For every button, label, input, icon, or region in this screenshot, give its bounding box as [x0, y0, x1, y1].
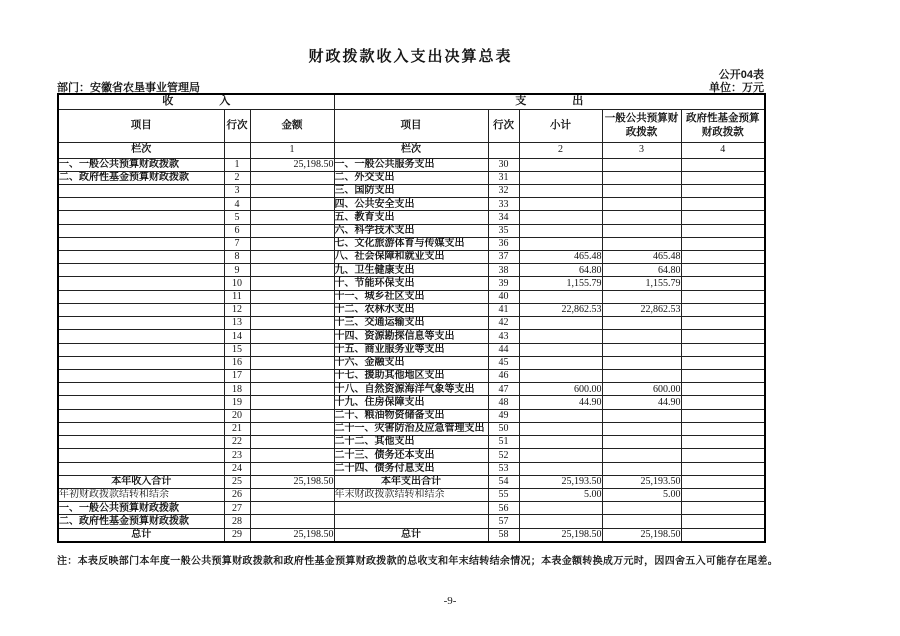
- income-item-cell: [58, 317, 224, 330]
- income-amount-cell: [250, 462, 334, 475]
- income-item-cell: [58, 224, 224, 237]
- expense-general-budget-cell: [602, 370, 681, 383]
- expense-subtotal-cell: [519, 515, 602, 528]
- expense-general-budget-cell: 25,193.50: [602, 475, 681, 488]
- expense-subtotal-cell: 22,862.53: [519, 303, 602, 316]
- expense-general-budget-cell: [602, 317, 681, 330]
- income-item-header: 项目: [58, 109, 224, 142]
- income-line-cell: 3: [224, 184, 250, 197]
- expense-item-cell: 三、国防支出: [334, 184, 488, 197]
- income-amount-cell: [250, 449, 334, 462]
- expense-govt-fund-header: 政府性基金预算财政拨款: [681, 109, 765, 142]
- expense-subtotal-cell: [519, 237, 602, 250]
- income-line-cell: 20: [224, 409, 250, 422]
- table-row: [58, 277, 765, 290]
- expense-govt-fund-cell: [681, 198, 765, 211]
- table-row: [58, 290, 765, 303]
- expense-line-cell: 30: [488, 158, 519, 171]
- expense-subtotal-cell: [519, 462, 602, 475]
- expense-item-cell: 九、卫生健康支出: [334, 264, 488, 277]
- expense-general-budget-cell: 1,155.79: [602, 277, 681, 290]
- income-amount-cell: [250, 290, 334, 303]
- expense-subtotal-cell: [519, 502, 602, 515]
- expense-subtotal-cell: [519, 370, 602, 383]
- income-line-cell: 22: [224, 436, 250, 449]
- expense-fund-index-cell: 4: [681, 142, 765, 158]
- expense-govt-fund-cell: [681, 449, 765, 462]
- table-row: [58, 409, 765, 422]
- income-amount-cell: [250, 330, 334, 343]
- income-amount-cell: [250, 171, 334, 184]
- expense-govt-fund-cell: [681, 303, 765, 316]
- table-row: [58, 528, 765, 542]
- income-amount-cell: [250, 343, 334, 356]
- income-item-cell: [58, 422, 224, 435]
- income-amount-cell: [250, 224, 334, 237]
- expense-item-cell: 十五、商业服务业等支出: [334, 343, 488, 356]
- expense-line-cell: 38: [488, 264, 519, 277]
- expense-subtotal-cell: 25,193.50: [519, 475, 602, 488]
- expense-line-cell: 47: [488, 383, 519, 396]
- table-row: [58, 184, 765, 197]
- income-item-cell: 年初财政拨款结转和结余: [58, 488, 224, 501]
- income-amount-cell: [250, 488, 334, 501]
- expense-subtotal-cell: 25,198.50: [519, 528, 602, 542]
- table-row: [58, 343, 765, 356]
- expense-govt-fund-cell: [681, 502, 765, 515]
- expense-item-cell: 十六、金融支出: [334, 356, 488, 369]
- expense-item-cell: 十八、自然资源海洋气象等支出: [334, 383, 488, 396]
- expense-general-budget-cell: 600.00: [602, 383, 681, 396]
- expense-line-cell: 54: [488, 475, 519, 488]
- income-line-cell: 27: [224, 502, 250, 515]
- expense-line-cell: 53: [488, 462, 519, 475]
- expense-item-cell: 十九、住房保障支出: [334, 396, 488, 409]
- income-line-cell: 1: [224, 158, 250, 171]
- expense-line-cell: 31: [488, 171, 519, 184]
- income-line-cell: 5: [224, 211, 250, 224]
- income-item-cell: [58, 383, 224, 396]
- income-amount-cell: [250, 277, 334, 290]
- expense-subtotal-cell: [519, 343, 602, 356]
- income-amount-cell: [250, 211, 334, 224]
- expense-line-cell: 49: [488, 409, 519, 422]
- expense-govt-fund-cell: [681, 264, 765, 277]
- table-row: [58, 436, 765, 449]
- income-item-cell: [58, 396, 224, 409]
- expense-subtotal-cell: [519, 356, 602, 369]
- expense-govt-fund-cell: [681, 409, 765, 422]
- expense-item-cell: 一、一般公共服务支出: [334, 158, 488, 171]
- expense-general-budget-cell: 22,862.53: [602, 303, 681, 316]
- expense-item-header: 项目: [334, 109, 488, 142]
- expense-item-cell: 十三、交通运输支出: [334, 317, 488, 330]
- income-amount-header: 金额: [250, 109, 334, 142]
- table-row: [58, 462, 765, 475]
- expense-general-budget-cell: [602, 343, 681, 356]
- table-row: [58, 303, 765, 316]
- expense-line-cell: 43: [488, 330, 519, 343]
- income-line-cell: 11: [224, 290, 250, 303]
- expense-item-cell: 四、公共安全支出: [334, 198, 488, 211]
- expense-govt-fund-cell: [681, 462, 765, 475]
- expense-general-budget-cell: 64.80: [602, 264, 681, 277]
- income-amount-cell: [250, 237, 334, 250]
- expense-govt-fund-cell: [681, 436, 765, 449]
- expense-line-cell: 48: [488, 396, 519, 409]
- expense-item-cell: [334, 515, 488, 528]
- table-row: [58, 356, 765, 369]
- table-row: [58, 383, 765, 396]
- income-amount-cell: [250, 184, 334, 197]
- expense-subtotal-cell: [519, 171, 602, 184]
- income-line-cell: 8: [224, 251, 250, 264]
- expense-general-budget-cell: [602, 449, 681, 462]
- expense-subtotal-cell: 64.80: [519, 264, 602, 277]
- expense-general-budget-cell: 44.90: [602, 396, 681, 409]
- expense-general-budget-cell: [602, 409, 681, 422]
- income-line-cell: 9: [224, 264, 250, 277]
- expense-govt-fund-cell: [681, 528, 765, 542]
- expense-govt-fund-cell: [681, 475, 765, 488]
- expense-item-cell: 十七、援助其他地区支出: [334, 370, 488, 383]
- expense-item-cell: 二十四、债务付息支出: [334, 462, 488, 475]
- expense-item-cell: 十、节能环保支出: [334, 277, 488, 290]
- expense-line-cell: 32: [488, 184, 519, 197]
- income-amount-index-cell: 1: [250, 142, 334, 158]
- expense-general-budget-cell: [602, 198, 681, 211]
- income-item-cell: 一、一般公共预算财政拨款: [58, 502, 224, 515]
- table-row: [58, 488, 765, 501]
- income-item-cell: 本年收入合计: [58, 475, 224, 488]
- expense-subtotal-cell: [519, 409, 602, 422]
- income-amount-cell: [250, 396, 334, 409]
- expense-item-cell: 七、文化旅游体育与传媒支出: [334, 237, 488, 250]
- expense-line-cell: 51: [488, 436, 519, 449]
- income-amount-cell: 25,198.50: [250, 475, 334, 488]
- income-amount-cell: [250, 383, 334, 396]
- table-row: [58, 158, 765, 171]
- expense-line-cell: 46: [488, 370, 519, 383]
- table-row: [58, 396, 765, 409]
- table-row: [58, 251, 765, 264]
- income-item-cell: 总计: [58, 528, 224, 542]
- expense-general-budget-cell: [602, 502, 681, 515]
- expense-item-cell: 年末财政拨款结转和结余: [334, 488, 488, 501]
- income-amount-cell: [250, 251, 334, 264]
- income-item-cell: [58, 343, 224, 356]
- expense-subtotal-cell: [519, 224, 602, 237]
- expense-item-cell: 六、科学技术支出: [334, 224, 488, 237]
- expense-general-budget-cell: [602, 356, 681, 369]
- expense-line-header: 行次: [488, 109, 519, 142]
- income-item-cell: [58, 290, 224, 303]
- expense-general-budget-cell: [602, 330, 681, 343]
- income-line-cell: 18: [224, 383, 250, 396]
- expense-line-cell: 45: [488, 356, 519, 369]
- expense-line-cell: 42: [488, 317, 519, 330]
- income-item-cell: [58, 198, 224, 211]
- income-lanci-cell: 栏次: [58, 142, 224, 158]
- section-header-row: [58, 94, 765, 109]
- income-line-cell: 7: [224, 237, 250, 250]
- expense-govt-fund-cell: [681, 370, 765, 383]
- table-row: [58, 475, 765, 488]
- expense-subtotal-cell: [519, 317, 602, 330]
- income-amount-cell: [250, 198, 334, 211]
- income-item-cell: [58, 330, 224, 343]
- expense-general-budget-cell: [602, 237, 681, 250]
- income-item-cell: [58, 184, 224, 197]
- expense-item-cell: 二十一、灾害防治及应急管理支出: [334, 422, 488, 435]
- income-line-cell: 13: [224, 317, 250, 330]
- income-line-cell: 25: [224, 475, 250, 488]
- table-row: [58, 330, 765, 343]
- income-amount-cell: [250, 264, 334, 277]
- unit-label: 单位：万元: [709, 82, 764, 94]
- expense-govt-fund-cell: [681, 422, 765, 435]
- income-line-cell: 16: [224, 356, 250, 369]
- expense-line-cell: 57: [488, 515, 519, 528]
- expense-general-budget-cell: [602, 290, 681, 303]
- income-line-cell: 2: [224, 171, 250, 184]
- expense-subtotal-header: 小计: [519, 109, 602, 142]
- expense-item-cell: 二十二、其他支出: [334, 436, 488, 449]
- expense-govt-fund-cell: [681, 356, 765, 369]
- table-body: [58, 158, 765, 542]
- income-line-cell: 6: [224, 224, 250, 237]
- expense-subtotal-cell: [519, 422, 602, 435]
- income-line-cell: 21: [224, 422, 250, 435]
- expense-item-cell: 五、教育支出: [334, 211, 488, 224]
- income-line-cell: 15: [224, 343, 250, 356]
- page-title: 财政拨款收入支出决算总表: [308, 48, 513, 65]
- department-label: 部门：安徽省农垦事业管理局: [57, 82, 200, 94]
- income-item-cell: [58, 264, 224, 277]
- table-row: [58, 224, 765, 237]
- income-item-cell: [58, 356, 224, 369]
- income-line-cell: 23: [224, 449, 250, 462]
- expense-general-budget-cell: [602, 211, 681, 224]
- expense-subtotal-cell: [519, 158, 602, 171]
- income-item-cell: [58, 409, 224, 422]
- table-row: [58, 317, 765, 330]
- income-line-cell: 29: [224, 528, 250, 542]
- income-item-cell: 二、政府性基金预算财政拨款: [58, 171, 224, 184]
- expense-line-cell: 37: [488, 251, 519, 264]
- expense-general-budget-cell: [602, 184, 681, 197]
- income-line-cell: 14: [224, 330, 250, 343]
- expense-general-budget-cell: [602, 436, 681, 449]
- income-line-cell: 28: [224, 515, 250, 528]
- expense-subtotal-cell: 465.48: [519, 251, 602, 264]
- expense-general-budget-cell: [602, 462, 681, 475]
- table-row: [58, 211, 765, 224]
- income-amount-cell: [250, 409, 334, 422]
- expense-line-cell: 36: [488, 237, 519, 250]
- expense-item-cell: 二、外交支出: [334, 171, 488, 184]
- income-lanci-line-cell: [224, 142, 250, 158]
- column-header-row: [58, 109, 765, 142]
- table-row: [58, 422, 765, 435]
- expense-item-cell: 十四、资源勘探信息等支出: [334, 330, 488, 343]
- expense-subtotal-cell: 600.00: [519, 383, 602, 396]
- income-amount-cell: [250, 515, 334, 528]
- expense-general-budget-cell: 5.00: [602, 488, 681, 501]
- income-item-cell: [58, 237, 224, 250]
- expense-subtotal-cell: 44.90: [519, 396, 602, 409]
- expense-subtotal-cell: [519, 198, 602, 211]
- expense-line-cell: 35: [488, 224, 519, 237]
- expense-govt-fund-cell: [681, 383, 765, 396]
- expense-line-cell: 52: [488, 449, 519, 462]
- income-amount-cell: [250, 370, 334, 383]
- expense-govt-fund-cell: [681, 237, 765, 250]
- income-item-cell: [58, 303, 224, 316]
- income-item-cell: [58, 370, 224, 383]
- expense-line-cell: 41: [488, 303, 519, 316]
- expense-govt-fund-cell: [681, 396, 765, 409]
- income-amount-cell: 25,198.50: [250, 528, 334, 542]
- table-row: [58, 237, 765, 250]
- table-row: [58, 449, 765, 462]
- table-row: [58, 198, 765, 211]
- page-number: -9-: [443, 595, 457, 607]
- expense-item-cell: 二十三、债务还本支出: [334, 449, 488, 462]
- expense-govt-fund-cell: [681, 171, 765, 184]
- table-row: [58, 515, 765, 528]
- expense-subtotal-index-cell: 2: [519, 142, 602, 158]
- expense-general-index-cell: 3: [602, 142, 681, 158]
- income-line-cell: 24: [224, 462, 250, 475]
- expense-subtotal-cell: 5.00: [519, 488, 602, 501]
- expense-lanci-cell: 栏次: [334, 142, 488, 158]
- income-amount-cell: [250, 356, 334, 369]
- income-line-cell: 26: [224, 488, 250, 501]
- expense-govt-fund-cell: [681, 277, 765, 290]
- expense-subtotal-cell: [519, 449, 602, 462]
- expense-govt-fund-cell: [681, 251, 765, 264]
- expense-general-budget-cell: [602, 422, 681, 435]
- expense-item-cell: 十一、城乡社区支出: [334, 290, 488, 303]
- income-amount-cell: [250, 317, 334, 330]
- expense-subtotal-cell: [519, 330, 602, 343]
- expense-govt-fund-cell: [681, 515, 765, 528]
- income-amount-cell: [250, 436, 334, 449]
- table-row: [58, 502, 765, 515]
- column-index-row: [58, 142, 765, 158]
- table-row: [58, 171, 765, 184]
- income-amount-cell: [250, 502, 334, 515]
- income-line-cell: 19: [224, 396, 250, 409]
- expense-general-budget-cell: [602, 171, 681, 184]
- table-row: [58, 264, 765, 277]
- expense-govt-fund-cell: [681, 317, 765, 330]
- expense-general-budget-cell: [602, 224, 681, 237]
- expense-govt-fund-cell: [681, 343, 765, 356]
- expense-govt-fund-cell: [681, 290, 765, 303]
- expense-general-budget-cell: 465.48: [602, 251, 681, 264]
- expense-govt-fund-cell: [681, 158, 765, 171]
- expense-item-cell: [334, 502, 488, 515]
- income-amount-cell: 25,198.50: [250, 158, 334, 171]
- income-line-cell: 17: [224, 370, 250, 383]
- expense-line-cell: 34: [488, 211, 519, 224]
- expense-line-cell: 50: [488, 422, 519, 435]
- income-item-cell: [58, 436, 224, 449]
- expense-govt-fund-cell: [681, 211, 765, 224]
- expense-subtotal-cell: [519, 436, 602, 449]
- footnote: 注：本表反映部门本年度一般公共预算财政拨款和政府性基金预算财政拨款的总收支和年末结转结余情况；本表金额转换成万元时，因四舍五入可能存在尾差。: [57, 556, 778, 567]
- income-line-cell: 10: [224, 277, 250, 290]
- expense-lanci-line-cell: [488, 142, 519, 158]
- expense-line-cell: 33: [488, 198, 519, 211]
- expense-subtotal-cell: 1,155.79: [519, 277, 602, 290]
- expense-subtotal-cell: [519, 211, 602, 224]
- expense-item-cell: 总计: [334, 528, 488, 542]
- expense-item-cell: 十二、农林水支出: [334, 303, 488, 316]
- income-amount-cell: [250, 303, 334, 316]
- income-line-header: 行次: [224, 109, 250, 142]
- expense-govt-fund-cell: [681, 330, 765, 343]
- expense-item-cell: 本年支出合计: [334, 475, 488, 488]
- final-accounts-table: [57, 93, 766, 543]
- income-item-cell: [58, 211, 224, 224]
- table-row: [58, 370, 765, 383]
- expense-subtotal-cell: [519, 184, 602, 197]
- income-item-cell: [58, 277, 224, 290]
- expense-general-budget-header: 一般公共预算财政拨款: [602, 109, 681, 142]
- expense-general-budget-cell: 25,198.50: [602, 528, 681, 542]
- table-code-label: 公开04表: [718, 69, 764, 81]
- expense-general-budget-cell: [602, 515, 681, 528]
- expense-line-cell: 58: [488, 528, 519, 542]
- income-item-cell: [58, 462, 224, 475]
- expense-line-cell: 39: [488, 277, 519, 290]
- expense-line-cell: 40: [488, 290, 519, 303]
- expense-govt-fund-cell: [681, 184, 765, 197]
- income-item-cell: 二、政府性基金预算财政拨款: [58, 515, 224, 528]
- income-section-header: 收 入: [58, 94, 334, 109]
- expense-govt-fund-cell: [681, 224, 765, 237]
- income-item-cell: [58, 449, 224, 462]
- expense-govt-fund-cell: [681, 488, 765, 501]
- expense-item-cell: 二十、粮油物资储备支出: [334, 409, 488, 422]
- expense-subtotal-cell: [519, 290, 602, 303]
- expense-line-cell: 44: [488, 343, 519, 356]
- income-amount-cell: [250, 422, 334, 435]
- expense-general-budget-cell: [602, 158, 681, 171]
- income-line-cell: 4: [224, 198, 250, 211]
- expense-line-cell: 55: [488, 488, 519, 501]
- expense-line-cell: 56: [488, 502, 519, 515]
- income-item-cell: 一、一般公共预算财政拨款: [58, 158, 224, 171]
- expense-item-cell: 八、社会保障和就业支出: [334, 251, 488, 264]
- income-item-cell: [58, 251, 224, 264]
- expense-section-header: 支 出: [334, 94, 765, 109]
- income-line-cell: 12: [224, 303, 250, 316]
